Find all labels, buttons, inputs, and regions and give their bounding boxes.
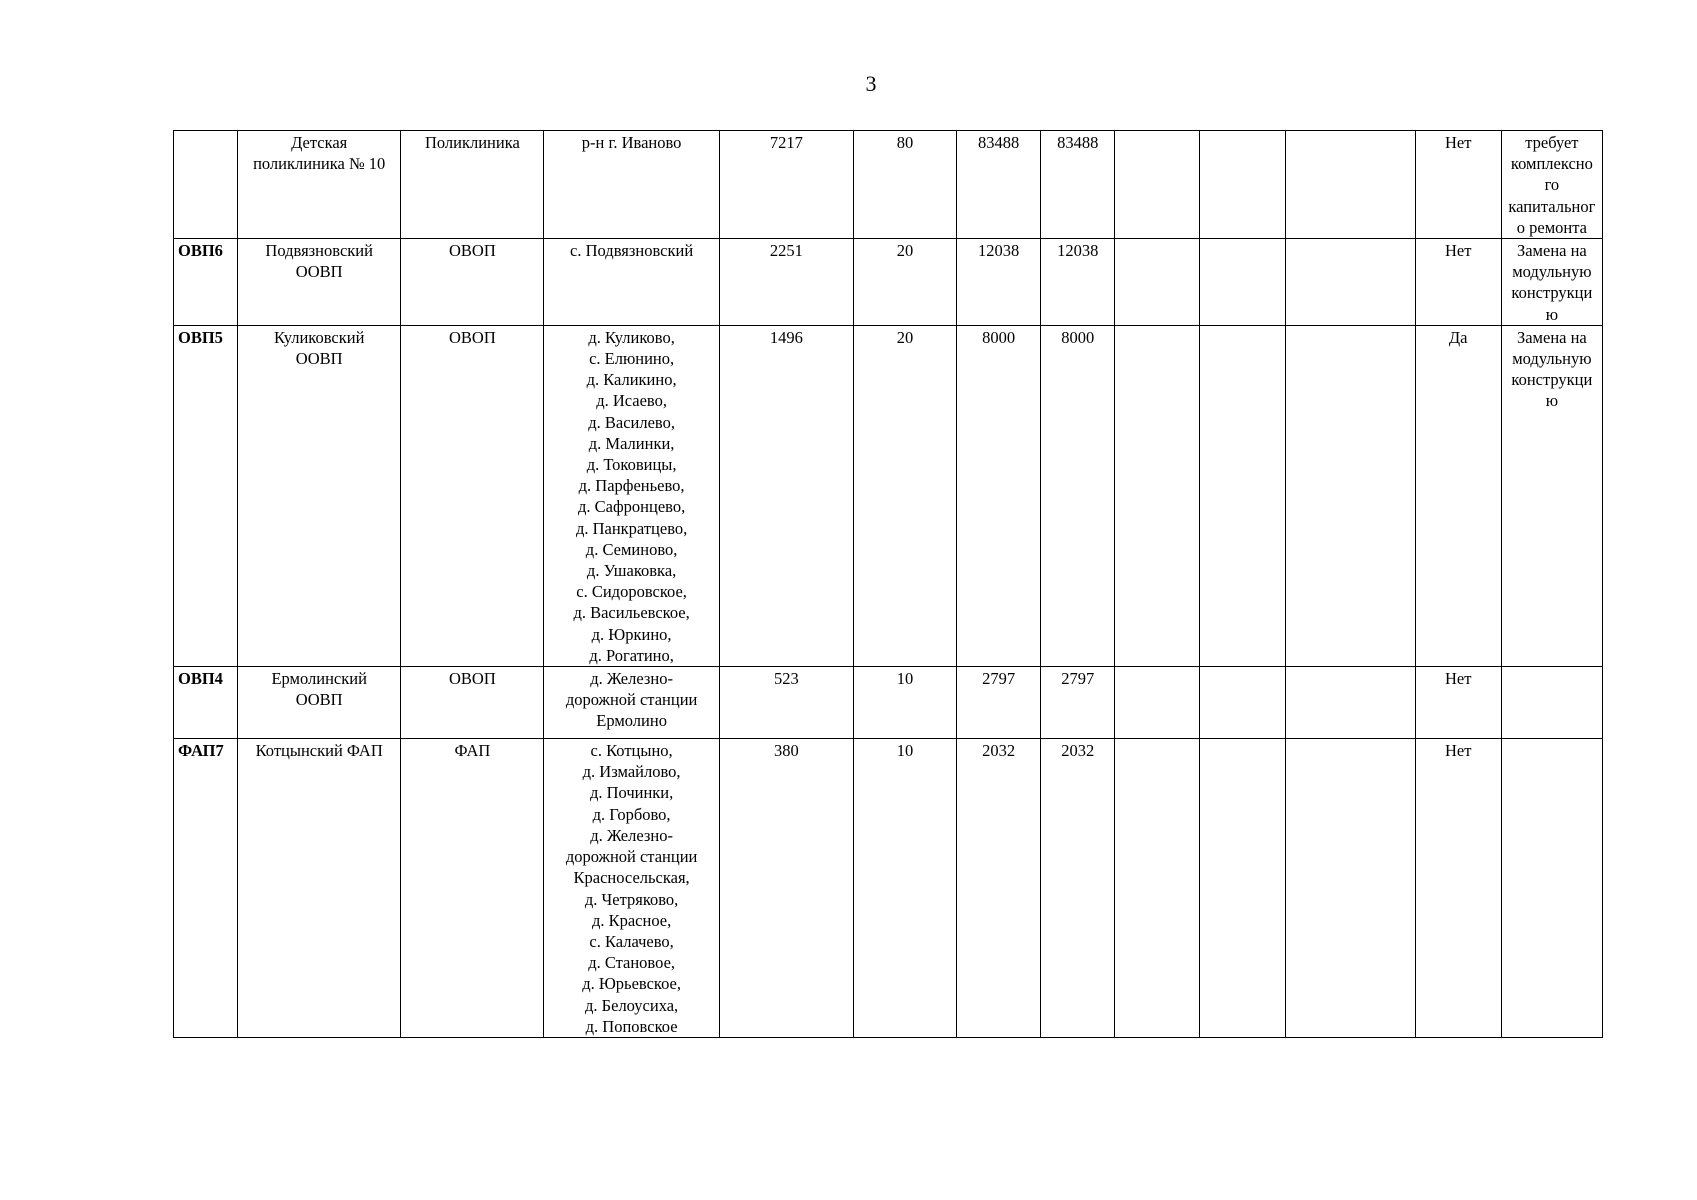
cell-area-norm-text: 12038 [977, 241, 1020, 261]
cell-name-line: Детская [291, 133, 348, 152]
cell-visits [853, 131, 956, 239]
cell-code-text: ОВП5 [178, 327, 223, 347]
cell-note-line: требует [1525, 133, 1579, 152]
cell-area-norm [957, 131, 1041, 239]
cell-note [1501, 325, 1602, 666]
cell-type [401, 131, 544, 239]
cell-locality-line: Ермолино [596, 711, 667, 731]
cell-note [1501, 131, 1602, 239]
cell-locality-line: д. Рогатино, [589, 645, 674, 665]
cell-code [174, 131, 238, 239]
cell-area-norm-text: 2032 [982, 741, 1016, 761]
cell-area-fact-text: 83488 [1057, 133, 1099, 152]
cell-area-fact [1041, 325, 1115, 666]
cell-name-line: поликлиника № 10 [253, 154, 386, 174]
cell-locality-line: д. Исаево, [596, 391, 667, 411]
cell-locality-line: дорожной станции [565, 690, 698, 710]
cell-population [719, 239, 853, 326]
cell-visits-text: 20 [896, 241, 914, 261]
cell-name [238, 131, 401, 239]
cell-flag [1415, 739, 1501, 1038]
cell-locality-line: д. Парфеньево, [578, 476, 685, 496]
cell-flag-text: Нет [1444, 741, 1472, 761]
cell-name [238, 739, 401, 1038]
cell-locality [544, 131, 719, 239]
cell-locality-line: с. Елюнино, [589, 349, 675, 369]
cell-flag-text: Нет [1444, 133, 1472, 152]
cell-locality-line: д. Сафронцево, [578, 497, 686, 517]
cell-locality-line: р-н г. Иваново [581, 133, 682, 152]
cell-col11 [1286, 131, 1415, 239]
cell-area-norm-text: 83488 [977, 133, 1020, 152]
table-row [174, 325, 1603, 666]
cell-col10 [1200, 739, 1286, 1038]
cell-code [174, 667, 238, 739]
cell-col11 [1286, 239, 1415, 326]
cell-name [238, 239, 401, 326]
cell-area-norm-text: 2797 [982, 669, 1016, 689]
cell-code [174, 739, 238, 1038]
cell-locality-line: д. Каликино, [586, 370, 677, 390]
cell-code [174, 325, 238, 666]
cell-locality [544, 667, 719, 739]
cell-population-text: 2251 [769, 241, 803, 261]
cell-locality-line: д. Панкратцево, [575, 518, 688, 538]
cell-note-line: Замена на [1516, 241, 1587, 261]
table-row [174, 131, 1603, 239]
cell-col10 [1200, 325, 1286, 666]
cell-note-line: о ремонта [1516, 217, 1587, 237]
cell-col11 [1286, 667, 1415, 739]
cell-flag-text: Нет [1444, 669, 1472, 689]
cell-locality-line: д. Починки, [589, 783, 674, 803]
cell-code-text: ФАП7 [178, 741, 224, 761]
cell-locality-line: д. Семиново, [585, 539, 678, 559]
cell-visits [853, 667, 956, 739]
cell-flag-text: Нет [1444, 241, 1472, 261]
cell-locality-line: с. Подвязновский [570, 241, 694, 261]
cell-population-text: 7217 [769, 133, 803, 152]
cell-flag [1415, 667, 1501, 739]
cell-type-text: Поликлиника [424, 133, 520, 152]
cell-population [719, 739, 853, 1038]
cell-locality-line: д. Юркино, [591, 624, 672, 644]
cell-note-line: капитальног [1508, 196, 1596, 216]
cell-col9 [1115, 739, 1200, 1038]
cell-note-line: комплексно [1510, 154, 1593, 174]
cell-visits [853, 325, 956, 666]
cell-locality-line: д. Поповское [585, 1016, 678, 1036]
cell-locality-line: д. Красное, [591, 910, 672, 930]
cell-area-norm [957, 239, 1041, 326]
cell-locality [544, 239, 719, 326]
cell-population-text: 380 [773, 741, 799, 761]
cell-locality [544, 739, 719, 1038]
cell-locality-line: с. Котцыно, [590, 741, 673, 761]
cell-locality-line: д. Четряково, [584, 889, 679, 909]
cell-name [238, 667, 401, 739]
cell-visits-text: 10 [896, 741, 914, 761]
cell-note-line: го [1544, 175, 1560, 195]
cell-code [174, 239, 238, 326]
cell-note-line: модульную [1512, 262, 1592, 282]
cell-locality [544, 325, 719, 666]
cell-code-text: ОВП6 [178, 241, 223, 261]
cell-col11 [1286, 739, 1415, 1038]
cell-col11 [1286, 325, 1415, 666]
cell-note-line: модульную [1512, 349, 1592, 369]
cell-area-norm [957, 325, 1041, 666]
cell-locality-line: д. Железно- [590, 825, 673, 845]
cell-visits-text: 80 [896, 133, 914, 152]
cell-col9 [1115, 667, 1200, 739]
cell-area-fact [1041, 239, 1115, 326]
cell-note [1501, 239, 1602, 326]
cell-name-line: ООВП [295, 690, 343, 710]
cell-note-line: Замена на [1516, 327, 1587, 347]
cell-area-norm-text: 8000 [982, 327, 1016, 347]
cell-locality-line: д. Измайлово, [582, 762, 681, 782]
cell-locality-line: д. Малинки, [588, 433, 675, 453]
cell-population [719, 325, 853, 666]
cell-population-text: 523 [773, 669, 799, 689]
page-number: 3 [865, 71, 877, 96]
cell-note-line: ю [1545, 391, 1559, 411]
cell-area-fact [1041, 667, 1115, 739]
cell-note-line: конструкци [1511, 283, 1593, 303]
cell-locality-line: д. Васильевское, [573, 603, 690, 623]
cell-name-line: Ермолинский [271, 669, 367, 689]
cell-col10 [1200, 131, 1286, 239]
cell-type [401, 239, 544, 326]
cell-type [401, 667, 544, 739]
cell-area-norm [957, 667, 1041, 739]
cell-visits [853, 239, 956, 326]
cell-note [1501, 667, 1602, 739]
cell-flag-text: Да [1448, 327, 1468, 347]
cell-note-line: ю [1545, 304, 1559, 324]
cell-col10 [1200, 667, 1286, 739]
cell-area-norm [957, 739, 1041, 1038]
cell-locality-line: с. Сидоровское, [576, 582, 687, 602]
cell-locality-line: дорожной станции [565, 847, 698, 867]
cell-col9 [1115, 325, 1200, 666]
cell-area-fact [1041, 739, 1115, 1038]
cell-type-text: ФАП [454, 741, 491, 761]
cell-note-line: конструкци [1511, 370, 1593, 390]
cell-name-line: Подвязновский [265, 241, 373, 261]
facilities-table [173, 130, 1603, 1038]
cell-name [238, 325, 401, 666]
cell-locality-line: д. Куликово, [588, 327, 675, 347]
cell-visits-text: 20 [896, 327, 914, 347]
cell-flag [1415, 239, 1501, 326]
cell-visits [853, 739, 956, 1038]
cell-locality-line: д. Белоусиха, [585, 995, 679, 1015]
cell-name-line: ООВП [295, 349, 343, 369]
cell-locality-line: д. Ушаковка, [586, 561, 677, 581]
cell-area-fact [1041, 131, 1115, 239]
cell-area-fact-text: 2797 [1061, 669, 1095, 689]
cell-type-text: ОВОП [449, 669, 496, 689]
cell-population-text: 1496 [769, 327, 803, 347]
cell-locality-line: с. Калачево, [589, 931, 674, 951]
cell-code-text: ОВП4 [178, 669, 223, 689]
table-row [174, 239, 1603, 326]
cell-locality-line: д. Горбово, [592, 804, 671, 824]
cell-population [719, 131, 853, 239]
cell-locality-line: д. Железно- [590, 669, 673, 689]
cell-col9 [1115, 239, 1200, 326]
cell-type [401, 739, 544, 1038]
cell-type-text: ОВОП [449, 241, 496, 261]
table-row [174, 739, 1603, 1038]
cell-area-fact-text: 2032 [1061, 741, 1095, 761]
cell-type-text: ОВОП [449, 327, 496, 347]
cell-locality-line: д. Токовицы, [586, 455, 677, 475]
cell-area-fact-text: 8000 [1061, 327, 1095, 347]
cell-population [719, 667, 853, 739]
cell-flag [1415, 131, 1501, 239]
cell-locality-line: д. Василево, [588, 412, 675, 432]
cell-area-fact-text: 12038 [1057, 241, 1099, 261]
cell-visits-text: 10 [896, 669, 914, 689]
cell-name-line: Куликовский [273, 327, 365, 347]
cell-name-line: Котцынский ФАП [255, 741, 383, 761]
cell-col10 [1200, 239, 1286, 326]
cell-locality-line: д. Становое, [588, 953, 676, 973]
cell-locality-line: Красносельская, [573, 868, 690, 888]
cell-note [1501, 739, 1602, 1038]
cell-flag [1415, 325, 1501, 666]
cell-col9 [1115, 131, 1200, 239]
cell-type [401, 325, 544, 666]
cell-name-line: ООВП [295, 262, 343, 282]
cell-locality-line: д. Юрьевское, [582, 974, 681, 994]
table-row [174, 667, 1603, 739]
